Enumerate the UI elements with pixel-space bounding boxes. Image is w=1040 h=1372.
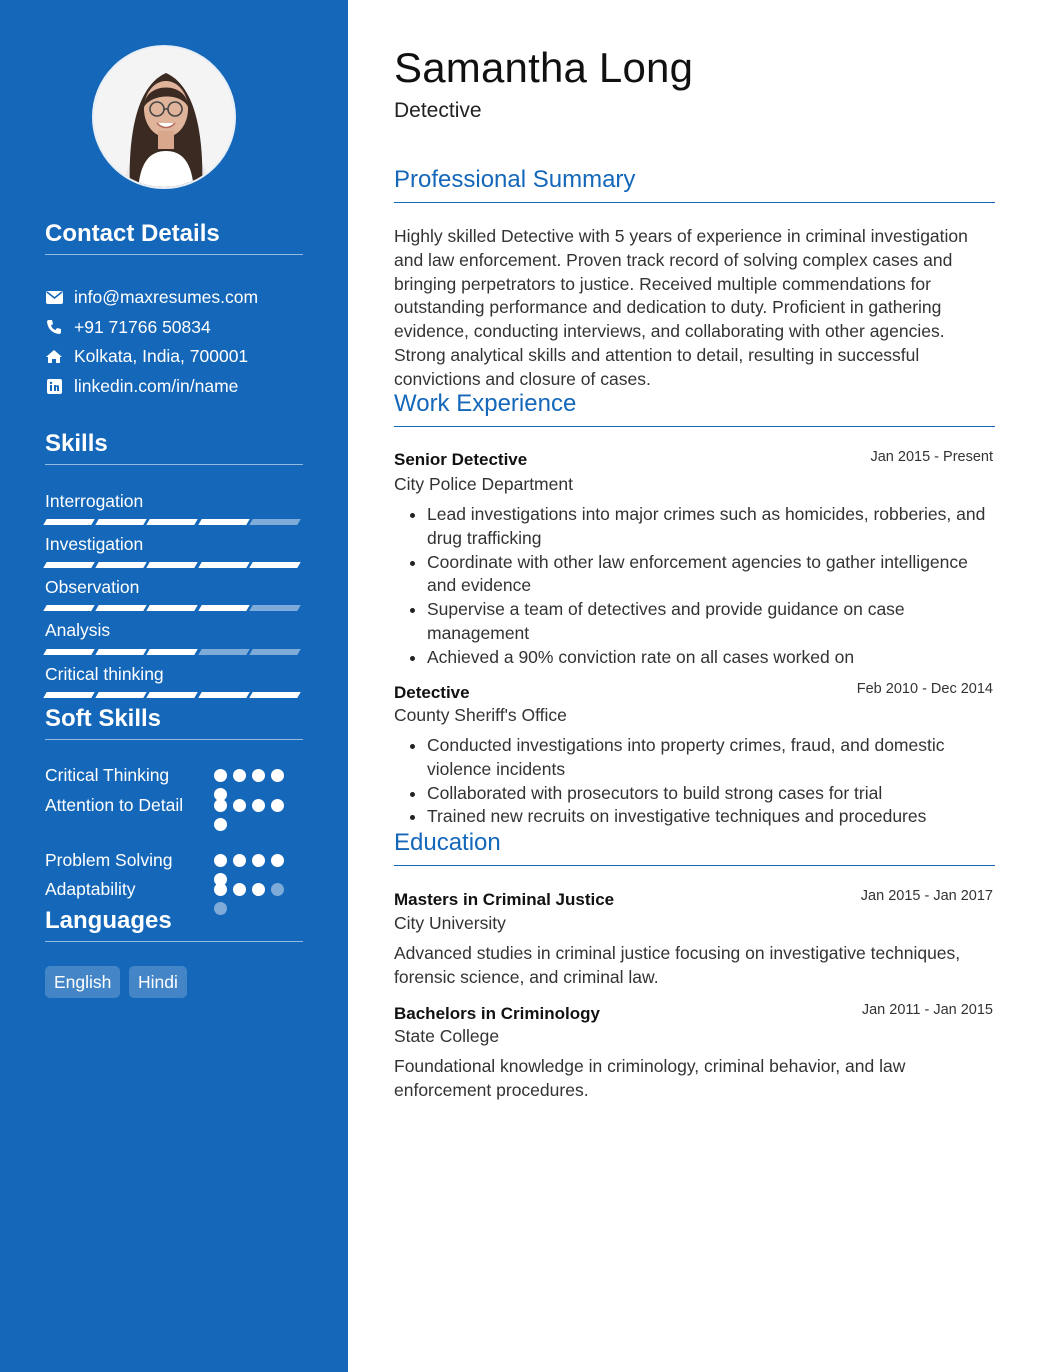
soft-skill-dot	[271, 769, 284, 782]
list-item: Lead investigations into major crimes such as homicides, robberies, and drug trafficking	[410, 503, 995, 551]
edu-desc: Advanced studies in criminal justice focusing on investigative techniques, forensic science, and criminal law.	[394, 943, 961, 987]
skill-level-segment	[95, 692, 146, 698]
soft-skill-dot	[233, 769, 246, 782]
profile-photo	[92, 45, 236, 189]
soft-skill-dot	[233, 799, 246, 812]
skill-level-segment	[95, 605, 146, 611]
job-bullets	[410, 734, 995, 829]
job-org: City Police Department	[394, 474, 573, 494]
soft-skill-dot	[214, 769, 227, 782]
soft-skill-dot	[252, 854, 265, 867]
list-item: Trained new recruits on investigative techniques and procedures	[410, 805, 995, 829]
contact-phone-text: +91 71766 50834	[74, 316, 211, 337]
soft-skill-dot	[252, 769, 265, 782]
skill-bar	[45, 692, 303, 698]
skill-level-segment	[95, 519, 146, 525]
soft-skills-title: Soft Skills	[45, 705, 303, 740]
job-org: County Sheriff's Office	[394, 705, 567, 725]
summary-text: Highly skilled Detective with 5 years of experience in criminal investigation and law enforcement. Proven track record of solving complex cases and bringing perpetrators to justice. Received multiple commendations for outstanding performance and dedication to duty. Proficient in gathering evidence, conducting interviews, and collaborating with other agencies. Strong analytical skills and attention to detail, resulting in successful convictions and closure of cases.	[394, 226, 968, 389]
skill-level-segment	[43, 605, 94, 611]
skill-label: Observation	[45, 577, 140, 597]
skill-level-segment	[249, 649, 300, 655]
soft-skill-dot	[214, 883, 227, 896]
portrait-illustration	[94, 47, 236, 189]
skill-level-segment	[146, 605, 197, 611]
soft-skill-dots	[214, 799, 294, 837]
soft-skill-dot	[271, 799, 284, 812]
skill-level-segment	[198, 605, 249, 611]
linkedin-icon	[45, 377, 63, 395]
skill-level-segment	[249, 605, 300, 611]
edu-dates: Jan 2015 - Jan 2017	[860, 888, 993, 904]
list-item: Coordinate with other law enforcement agencies to gather intelligence and evidence	[410, 551, 995, 599]
soft-skill-dot	[214, 799, 227, 812]
soft-skill-dot	[252, 883, 265, 896]
contact-linkedin[interactable]	[45, 375, 238, 397]
list-item: Conducted investigations into property crimes, fraud, and domestic violence incidents	[410, 734, 995, 782]
skill-label: Investigation	[45, 534, 144, 554]
soft-skill-dot	[252, 799, 265, 812]
soft-skill-dot	[233, 854, 246, 867]
edu-dates: Jan 2011 - Jan 2015	[861, 1002, 993, 1018]
skill-level-segment	[146, 649, 197, 655]
job-role: Detective	[394, 683, 470, 702]
envelope-icon	[45, 288, 63, 306]
experience-title: Work Experience	[394, 390, 995, 427]
skill-level-segment	[249, 519, 300, 525]
soft-skill-label: Adaptability	[45, 879, 136, 899]
skill-level-segment	[43, 562, 94, 568]
edu-degree: Masters in Criminal Justice	[394, 890, 615, 909]
home-icon	[45, 347, 63, 365]
skill-label: Analysis	[45, 620, 111, 640]
contact-email-text: info@maxresumes.com	[74, 286, 259, 307]
skill-bar	[45, 519, 303, 525]
contact-linkedin-text: linkedin.com/in/name	[74, 375, 239, 396]
skill-bar	[45, 562, 303, 568]
edu-desc: Foundational knowledge in criminology, criminal behavior, and law enforcement procedures.	[394, 1056, 906, 1100]
job-dates: Jan 2015 - Present	[870, 449, 993, 465]
edu-school: City University	[394, 913, 506, 933]
edu-degree: Bachelors in Criminology	[394, 1004, 600, 1023]
languages-title: Languages	[45, 907, 303, 942]
skill-level-segment	[95, 649, 146, 655]
job-role: Senior Detective	[394, 450, 528, 469]
contact-address	[45, 345, 248, 367]
soft-skill-label: Critical Thinking	[45, 765, 170, 785]
soft-skill-dot	[233, 883, 246, 896]
list-item: Supervise a team of detectives and provide guidance on case management	[410, 598, 995, 646]
skill-level-segment	[146, 692, 197, 698]
list-item: Collaborated with prosecutors to build strong cases for trial	[410, 782, 995, 806]
skill-level-segment	[198, 562, 249, 568]
skill-level-segment	[43, 692, 94, 698]
soft-skill-label: Problem Solving	[45, 850, 173, 870]
contact-phone[interactable]	[45, 316, 211, 338]
contact-title: Contact Details	[45, 220, 303, 255]
skill-level-segment	[198, 649, 249, 655]
contact-address-text: Kolkata, India, 700001	[74, 345, 249, 366]
language-badge: English	[45, 966, 120, 998]
education-title: Education	[394, 829, 995, 866]
language-badge: Hindi	[129, 966, 187, 998]
job-bullets	[410, 503, 995, 670]
skill-level-segment	[198, 519, 249, 525]
skill-level-segment	[43, 649, 94, 655]
summary-title: Professional Summary	[394, 166, 995, 203]
candidate-name: Samantha Long	[394, 44, 694, 91]
skills-title: Skills	[45, 430, 303, 465]
soft-skill-dot	[214, 854, 227, 867]
skill-level-segment	[249, 562, 300, 568]
skill-label: Critical thinking	[45, 664, 164, 684]
soft-skill-dot	[271, 854, 284, 867]
skill-bar	[45, 649, 303, 655]
contact-email[interactable]	[45, 286, 258, 308]
sidebar	[0, 0, 348, 1372]
soft-skill-dot	[271, 883, 284, 896]
candidate-title: Detective	[394, 99, 482, 122]
skill-level-segment	[146, 562, 197, 568]
job-dates: Feb 2010 - Dec 2014	[856, 681, 993, 697]
skill-level-segment	[43, 519, 94, 525]
skill-label: Interrogation	[45, 491, 144, 511]
skill-level-segment	[249, 692, 300, 698]
skill-level-segment	[95, 562, 146, 568]
edu-school: State College	[394, 1026, 500, 1046]
list-item: Achieved a 90% conviction rate on all cases worked on	[410, 646, 995, 670]
skill-bar	[45, 605, 303, 611]
soft-skill-label: Attention to Detail	[45, 795, 184, 815]
skill-level-segment	[198, 692, 249, 698]
skill-level-segment	[146, 519, 197, 525]
phone-icon	[45, 318, 63, 336]
soft-skill-dot	[214, 818, 227, 831]
